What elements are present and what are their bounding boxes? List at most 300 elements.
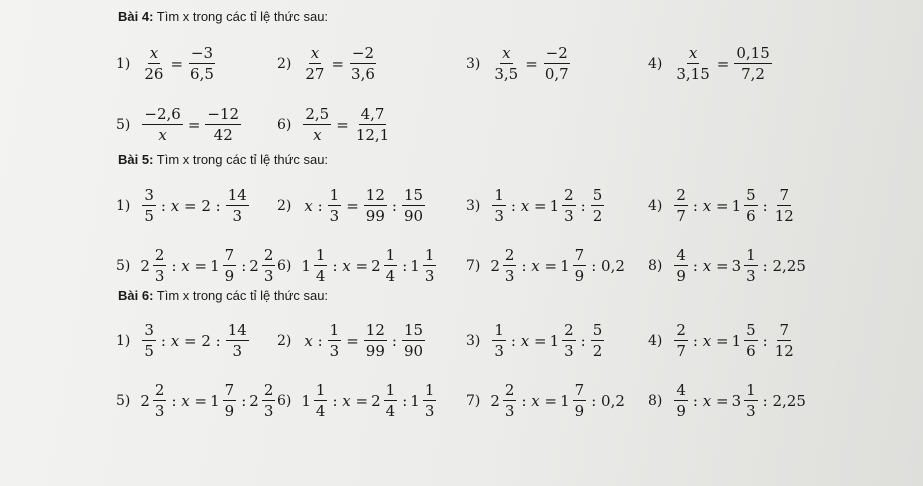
mixed-number — [732, 186, 760, 225]
denominator: 9 — [574, 267, 585, 285]
denominator: 3 — [154, 267, 165, 285]
denominator: 2 — [592, 207, 603, 225]
denominator: 5 — [144, 342, 154, 360]
fraction-body — [773, 186, 796, 225]
fraction — [771, 186, 798, 225]
operator: : x = 2 : — [160, 196, 221, 215]
problem — [648, 246, 809, 285]
fraction-body — [328, 321, 342, 360]
problem — [277, 105, 393, 144]
mixed-number — [560, 381, 588, 420]
numerator: 4 — [676, 381, 686, 399]
section-heading — [118, 9, 328, 24]
numerator: 5 — [592, 321, 603, 339]
denominator: 5 — [144, 207, 154, 225]
fraction-body — [492, 321, 506, 360]
operator: : — [402, 391, 408, 410]
problem — [277, 381, 438, 420]
operator: : x = — [692, 256, 729, 275]
mixed-number — [490, 246, 518, 285]
mixed-number — [210, 246, 238, 285]
fraction-body — [744, 246, 758, 285]
section-number: Bài 6: — [118, 288, 154, 303]
problem-number: 6) — [277, 392, 292, 409]
denominator: 12 — [774, 207, 794, 225]
whole-part: 1 — [210, 256, 220, 275]
numerator: 3 — [144, 186, 154, 204]
problem — [116, 186, 251, 225]
operator: x : — [304, 196, 323, 215]
denominator: 3 — [494, 207, 504, 225]
problem-number: 2) — [277, 197, 292, 214]
operator: : x = — [692, 391, 729, 410]
fraction — [301, 44, 328, 83]
denominator: 4 — [385, 402, 396, 420]
whole-part: 1 — [560, 391, 570, 410]
fraction — [400, 186, 427, 225]
numerator: 7 — [224, 246, 235, 264]
numerator: 1 — [329, 321, 340, 339]
denominator: 42 — [213, 126, 233, 144]
denominator: 9 — [224, 267, 235, 285]
problem-number: 5) — [116, 392, 131, 409]
numerator: 15 — [403, 321, 424, 339]
numerator: x — [149, 44, 159, 62]
fraction-body — [142, 44, 165, 83]
denominator: 26 — [144, 65, 164, 83]
fraction-body — [384, 246, 398, 285]
denominator: 4 — [315, 267, 326, 285]
numerator: 2,5 — [305, 105, 330, 123]
fraction-body — [492, 186, 506, 225]
fraction-body — [591, 186, 605, 225]
numerator: 1 — [315, 246, 326, 264]
fraction-body — [674, 186, 688, 225]
fraction-body — [674, 381, 688, 420]
denominator: 3 — [746, 267, 756, 285]
fraction-body — [402, 186, 425, 225]
problem — [466, 186, 606, 225]
denominator: 90 — [403, 342, 424, 360]
fraction-body — [328, 186, 342, 225]
numerator: 2 — [564, 186, 574, 204]
denominator: 3 — [329, 207, 340, 225]
whole-part: 2 — [249, 391, 259, 410]
operator: : x = — [521, 256, 558, 275]
fraction-body — [142, 105, 182, 144]
operator: : x = — [510, 331, 547, 350]
operator: : x = — [510, 196, 547, 215]
mixed-number — [732, 381, 760, 420]
operator: : x = — [171, 256, 208, 275]
operator: x : — [304, 331, 323, 350]
whole-part: 1 — [410, 256, 420, 275]
denominator: 3 — [494, 342, 504, 360]
whole-part: 2 — [490, 256, 500, 275]
fraction-body — [562, 186, 576, 225]
denominator: 3 — [504, 267, 515, 285]
mixed-number — [732, 321, 760, 360]
fraction-body — [142, 186, 156, 225]
numerator: 2 — [676, 321, 686, 339]
mixed-number — [732, 246, 760, 285]
problem — [277, 246, 438, 285]
fraction — [203, 105, 243, 144]
fraction-body — [402, 321, 425, 360]
fraction-body — [562, 321, 576, 360]
fraction — [589, 186, 607, 225]
operator: : — [391, 196, 397, 215]
numerator: 7 — [224, 381, 235, 399]
problem — [466, 321, 606, 360]
denominator: 9 — [574, 402, 585, 420]
numerator: 0,15 — [736, 44, 770, 62]
problem — [277, 186, 427, 225]
fraction — [771, 321, 798, 360]
operator: : — [580, 196, 586, 215]
problem-number: 7) — [466, 392, 481, 409]
numerator: x — [502, 44, 511, 62]
numerator: 1 — [746, 246, 756, 264]
whole-part: 3 — [731, 256, 742, 275]
whole-part: 1 — [731, 331, 742, 350]
fraction-body — [543, 44, 571, 83]
denominator: 3 — [232, 342, 243, 360]
problem-number: 3) — [466, 332, 481, 349]
fraction-body — [153, 381, 167, 420]
fraction — [186, 44, 218, 83]
numerator: 1 — [494, 186, 504, 204]
fraction-body — [573, 381, 587, 420]
mixed-number — [410, 246, 438, 285]
problem-number: 2) — [277, 332, 292, 349]
fraction-body — [223, 381, 237, 420]
whole-part: 1 — [549, 196, 560, 215]
denominator: 0,7 — [544, 65, 569, 83]
numerator: 2 — [263, 381, 274, 399]
fraction-body — [674, 44, 711, 83]
fraction — [732, 44, 773, 83]
operator: : — [762, 331, 768, 350]
fraction — [490, 186, 508, 225]
numerator: 4 — [676, 246, 686, 264]
numerator: 2 — [504, 381, 515, 399]
denominator: 27 — [305, 65, 325, 83]
fraction-body — [354, 105, 391, 144]
numerator: 2 — [263, 246, 274, 264]
fraction-body — [205, 105, 241, 144]
section-number: Bài 4: — [118, 9, 154, 24]
operator: = — [187, 115, 201, 134]
section-instruction: Tìm x trong các tỉ lệ thức sau: — [153, 9, 329, 24]
problem-number: 5) — [116, 257, 131, 274]
numerator: −2,6 — [144, 105, 181, 123]
denominator: 6 — [746, 342, 756, 360]
fraction-body — [314, 246, 328, 285]
problem-number: 8) — [648, 257, 663, 274]
fraction-body — [364, 321, 387, 360]
fraction — [541, 44, 573, 83]
problem-number: 4) — [648, 55, 663, 72]
problem-number: 2) — [277, 55, 292, 72]
fraction-body — [188, 44, 216, 83]
fraction-body — [573, 246, 587, 285]
fraction — [672, 381, 690, 420]
operator: = — [346, 331, 359, 350]
numerator: 1 — [315, 381, 326, 399]
whole-part: 2 — [140, 391, 150, 410]
mixed-number — [249, 246, 277, 285]
numerator: −12 — [207, 105, 240, 123]
numerator: 5 — [592, 186, 603, 204]
fraction-body — [674, 246, 688, 285]
mixed-number — [371, 381, 399, 420]
numerator: 1 — [385, 246, 396, 264]
fraction-body — [262, 246, 276, 285]
fraction-body — [744, 321, 758, 360]
operator: : x = — [521, 391, 558, 410]
fraction-body — [153, 246, 167, 285]
mixed-number — [301, 381, 329, 420]
fraction-body — [734, 44, 771, 83]
denominator: 12,1 — [355, 126, 390, 144]
fraction — [400, 321, 427, 360]
problem — [466, 246, 628, 285]
denominator: 7 — [676, 207, 686, 225]
denominator: 9 — [676, 267, 686, 285]
numerator: 7 — [779, 186, 790, 204]
problem-number: 4) — [648, 197, 663, 214]
numerator: 15 — [403, 186, 424, 204]
whole-part: 2 — [371, 391, 381, 410]
whole-part: 1 — [210, 391, 220, 410]
problem — [116, 381, 277, 420]
fraction-body — [349, 44, 377, 83]
fraction-body — [262, 381, 276, 420]
mixed-number — [301, 246, 329, 285]
fraction-body — [492, 44, 520, 83]
denominator: 3 — [424, 267, 435, 285]
operator: : 0,2 — [591, 391, 625, 410]
numerator: 1 — [385, 381, 396, 399]
operator: = — [170, 54, 184, 73]
problem — [648, 381, 809, 420]
problem — [648, 321, 798, 360]
denominator: 12 — [774, 342, 794, 360]
problem — [277, 44, 379, 83]
section-instruction: Tìm x trong các tỉ lệ thức sau: — [153, 152, 329, 167]
problem-number: 3) — [466, 55, 481, 72]
denominator: 3,15 — [676, 65, 710, 83]
fraction — [589, 321, 607, 360]
whole-part: 3 — [731, 391, 742, 410]
fraction — [672, 186, 690, 225]
fraction-body — [423, 246, 437, 285]
problem — [116, 246, 277, 285]
problem-number: 1) — [116, 55, 131, 72]
denominator: 6,5 — [190, 65, 214, 83]
numerator: x — [688, 44, 698, 62]
numerator: 12 — [365, 321, 385, 339]
fraction — [352, 105, 393, 144]
numerator: 7 — [779, 321, 790, 339]
fraction-body — [226, 186, 249, 225]
problem-number: 3) — [466, 197, 481, 214]
problem-number: 1) — [116, 197, 131, 214]
numerator: 1 — [424, 246, 435, 264]
fraction-body — [503, 381, 517, 420]
denominator: 3 — [263, 402, 274, 420]
fraction-body — [744, 186, 758, 225]
numerator: −2 — [351, 44, 375, 62]
problem — [466, 44, 573, 83]
operator: : 2,25 — [762, 256, 806, 275]
problem-number: 6) — [277, 257, 292, 274]
fraction — [672, 44, 713, 83]
whole-part: 1 — [410, 391, 420, 410]
numerator: 1 — [494, 321, 504, 339]
operator: = — [331, 54, 345, 73]
numerator: 12 — [365, 186, 385, 204]
section-number: Bài 5: — [118, 152, 154, 167]
numerator: 14 — [227, 321, 247, 339]
denominator: 3 — [424, 402, 435, 420]
fraction — [224, 321, 251, 360]
denominator: 7,2 — [741, 65, 765, 83]
fraction — [140, 186, 158, 225]
fraction — [140, 321, 158, 360]
fraction-body — [423, 381, 437, 420]
whole-part: 1 — [301, 391, 311, 410]
mixed-number — [140, 246, 168, 285]
operator: : x = — [171, 391, 208, 410]
numerator: 2 — [676, 186, 686, 204]
fraction — [490, 44, 522, 83]
operator: = — [336, 115, 349, 134]
fraction-body — [384, 381, 398, 420]
fraction — [326, 186, 344, 225]
denominator: 3,6 — [351, 65, 375, 83]
denominator: x — [313, 126, 322, 144]
denominator: 3,5 — [494, 65, 519, 83]
problem — [116, 321, 251, 360]
fraction-body — [303, 105, 331, 144]
fraction — [326, 321, 344, 360]
operator: : — [580, 331, 586, 350]
mixed-number — [410, 381, 438, 420]
problem — [116, 44, 218, 83]
denominator: 7 — [676, 342, 686, 360]
fraction — [362, 321, 389, 360]
operator: : — [402, 256, 408, 275]
numerator: 7 — [574, 381, 585, 399]
mixed-number — [550, 321, 578, 360]
fraction-body — [303, 44, 326, 83]
mixed-number — [550, 186, 578, 225]
numerator: −3 — [190, 44, 214, 62]
problem — [648, 44, 774, 83]
problem-number: 6) — [277, 116, 292, 133]
whole-part: 1 — [560, 256, 570, 275]
operator: : — [241, 391, 247, 410]
numerator: 14 — [227, 186, 247, 204]
denominator: x — [158, 126, 167, 144]
denominator: 3 — [329, 342, 340, 360]
fraction-body — [314, 381, 328, 420]
fraction — [140, 44, 167, 83]
problem — [277, 321, 427, 360]
operator: : x = — [692, 196, 729, 215]
whole-part: 2 — [371, 256, 381, 275]
denominator: 9 — [224, 402, 235, 420]
denominator: 4 — [315, 402, 326, 420]
whole-part: 2 — [140, 256, 150, 275]
operator: = — [716, 54, 730, 73]
whole-part: 2 — [249, 256, 259, 275]
fraction-body — [142, 321, 156, 360]
denominator: 4 — [385, 267, 396, 285]
numerator: −2 — [545, 44, 568, 62]
numerator: 1 — [329, 186, 340, 204]
operator: : — [241, 256, 247, 275]
denominator: 3 — [232, 207, 243, 225]
numerator: 1 — [424, 381, 435, 399]
fraction-body — [503, 246, 517, 285]
fraction-body — [364, 186, 387, 225]
fraction — [224, 186, 251, 225]
section-heading — [118, 152, 328, 167]
operator: = — [346, 196, 359, 215]
numerator: 7 — [574, 246, 585, 264]
numerator: 2 — [564, 321, 574, 339]
section-instruction: Tìm x trong các tỉ lệ thức sau: — [153, 288, 329, 303]
section-heading — [118, 288, 328, 303]
numerator: 3 — [144, 321, 154, 339]
fraction-body — [591, 321, 605, 360]
fraction — [362, 186, 389, 225]
whole-part: 1 — [731, 196, 742, 215]
operator: : x = 2 : — [160, 331, 221, 350]
denominator: 3 — [746, 402, 756, 420]
operator: = — [525, 54, 538, 73]
denominator: 3 — [564, 342, 574, 360]
numerator: 2 — [154, 246, 165, 264]
fraction-body — [226, 321, 249, 360]
mixed-number — [140, 381, 168, 420]
operator: : x = — [692, 331, 729, 350]
operator: : x = — [332, 256, 369, 275]
mixed-number — [560, 246, 588, 285]
denominator: 6 — [746, 207, 756, 225]
fraction-body — [223, 246, 237, 285]
mixed-number — [490, 381, 518, 420]
fraction — [140, 105, 184, 144]
operator: : 2,25 — [762, 391, 806, 410]
denominator: 2 — [592, 342, 603, 360]
operator: : 0,2 — [591, 256, 625, 275]
denominator: 3 — [263, 267, 274, 285]
fraction — [672, 246, 690, 285]
fraction — [672, 321, 690, 360]
denominator: 3 — [564, 207, 574, 225]
problem-number: 5) — [116, 116, 131, 133]
problem-number: 4) — [648, 332, 663, 349]
operator: : — [391, 331, 397, 350]
denominator: 3 — [154, 402, 165, 420]
fraction — [301, 105, 333, 144]
numerator: x — [310, 44, 320, 62]
fraction — [490, 321, 508, 360]
